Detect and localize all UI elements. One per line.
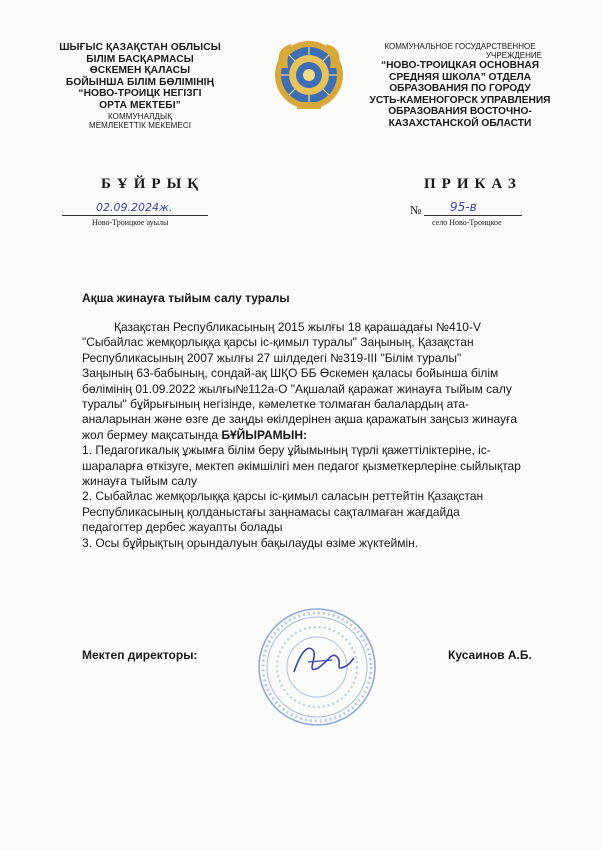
header-kz-small: МЕМЛЕКЕТТІК МЕКЕМЕСІ (88, 120, 192, 130)
body-line: Қазақстан Республикасының 2015 жылғы 18 қарашадағы №410-V (114, 320, 481, 334)
body-line: туралы" бұйрығының негізінде, кәмелетке толмаған балалардың ата- (82, 397, 470, 412)
date-underline (62, 215, 208, 216)
signature-name: Кусаинов А.Б. (448, 648, 532, 662)
header-kz-line: ОРТА МЕКТЕБІ” (99, 99, 181, 111)
header-kz-small: КОММУНАЛДЫҚ (107, 111, 172, 121)
signature-icon (288, 638, 358, 684)
order-command: БҰЙЫРАМЫН: (221, 427, 308, 442)
header-ru (360, 42, 560, 130)
order-number: 95-в (450, 200, 477, 214)
body-line-prefix: жол бермеу мақсатында (82, 427, 222, 442)
header-ru-small: КОММУНАЛЬНОЕ ГОСУДАРСТВЕННОЕ (384, 42, 536, 51)
header-ru-line: ОБРАЗОВАНИЯ ПО ГОРОДУ (389, 83, 531, 95)
header-kz (40, 42, 240, 130)
body-line: Заңының 63-бабының, сондай-ақ ШҚО ББ Өскемен қаласы бойынша білім (82, 366, 499, 381)
body-line: Республикасының 2007 жылғы 27 шілдедегі №319-ІІІ "Білім туралы" (82, 350, 462, 365)
header-ru-line: УСТЬ-КАМЕНОГОРСК УПРАВЛЕНИЯ (369, 94, 551, 106)
item-2: Республикасының қолданыстағы заңнамасы сақталмаған жағдайда (82, 504, 460, 519)
body-line: "Сыбайлас жемқорлыққа қарсы іс-қимыл туралы" Заңының, Қазақстан (82, 335, 474, 350)
item-1: шараларға өткізуге, мектеп әкімшілігі мен педагог қызметкерлеріне сыйлықтар (82, 458, 521, 473)
header-ru-line: КАЗАХСТАНСКОЙ ОБЛАСТИ (388, 117, 532, 129)
header-ru-line: СРЕДНЯЯ ШКОЛА” ОТДЕЛА (388, 71, 532, 83)
item-2: педагогтер дербес жауапты болады (82, 520, 283, 535)
order-title-ru: ПРИКАЗ (424, 176, 522, 192)
header-kz-line: “НОВО-ТРОИЦК НЕГІЗГІ (78, 88, 202, 100)
order-date: 02.09.2024ж. (96, 201, 173, 214)
order-body (82, 320, 552, 551)
header-ru-line: “НОВО-ТРОИЦКАЯ ОСНОВНАЯ (380, 60, 540, 71)
number-underline (424, 215, 522, 216)
header-kz-line: ШЫҒЫС ҚАЗАҚСТАН ОБЛЫСЫ (59, 42, 221, 53)
order-subject: Ақша жинауға тыйым салу туралы (82, 291, 290, 305)
body-line: бөлімінің 01.09.2022 жылғы№112а-О "Ақшалай қаражат жинауға тыйым салу (82, 381, 512, 396)
body-line: аналарынан және өзге де заңды өкілдерінен ақша қаражатын заңсыз жинауға (82, 412, 518, 427)
item-1: жинауға тыйым салу (82, 474, 197, 489)
signature-position: Мектеп директоры: (82, 648, 198, 662)
item-1: 1. Педагогикалық ұжымға білім беру ұйымының түрлі қажеттіліктеріне, іс- (82, 443, 491, 458)
order-title-kz: БҰЙРЫҚ (101, 176, 205, 192)
item-3: 3. Осы бұйрықтың орындалуын бақылауды өзіме жүктеймін. (82, 535, 419, 550)
header-kz-line: БІЛІМ БАСҚАРМАСЫ (86, 53, 194, 65)
village-kz: Ново-Троицкое ауылы (92, 218, 169, 227)
body-line (82, 428, 552, 443)
header-kz-line: ӨСКЕМЕН ҚАЛАСЫ (89, 65, 191, 77)
village-ru: село Ново-Троицкое (432, 218, 502, 227)
item-2: 2. Сыбайлас жемқорлыққа қарсы іс-қимыл саласын реттейтін Қазақстан (82, 489, 484, 504)
header-ru-small: УЧРЕЖДЕНИЕ (485, 51, 542, 60)
number-sign: № (410, 203, 422, 217)
header-ru-line: ОБРАЗОВАНИЯ ВОСТОЧНО- (388, 106, 532, 118)
header-kz-line: БОЙЫНША БІЛІМ БӨЛІМІНІҢ (65, 76, 215, 88)
kazakhstan-emblem-icon (272, 38, 346, 112)
